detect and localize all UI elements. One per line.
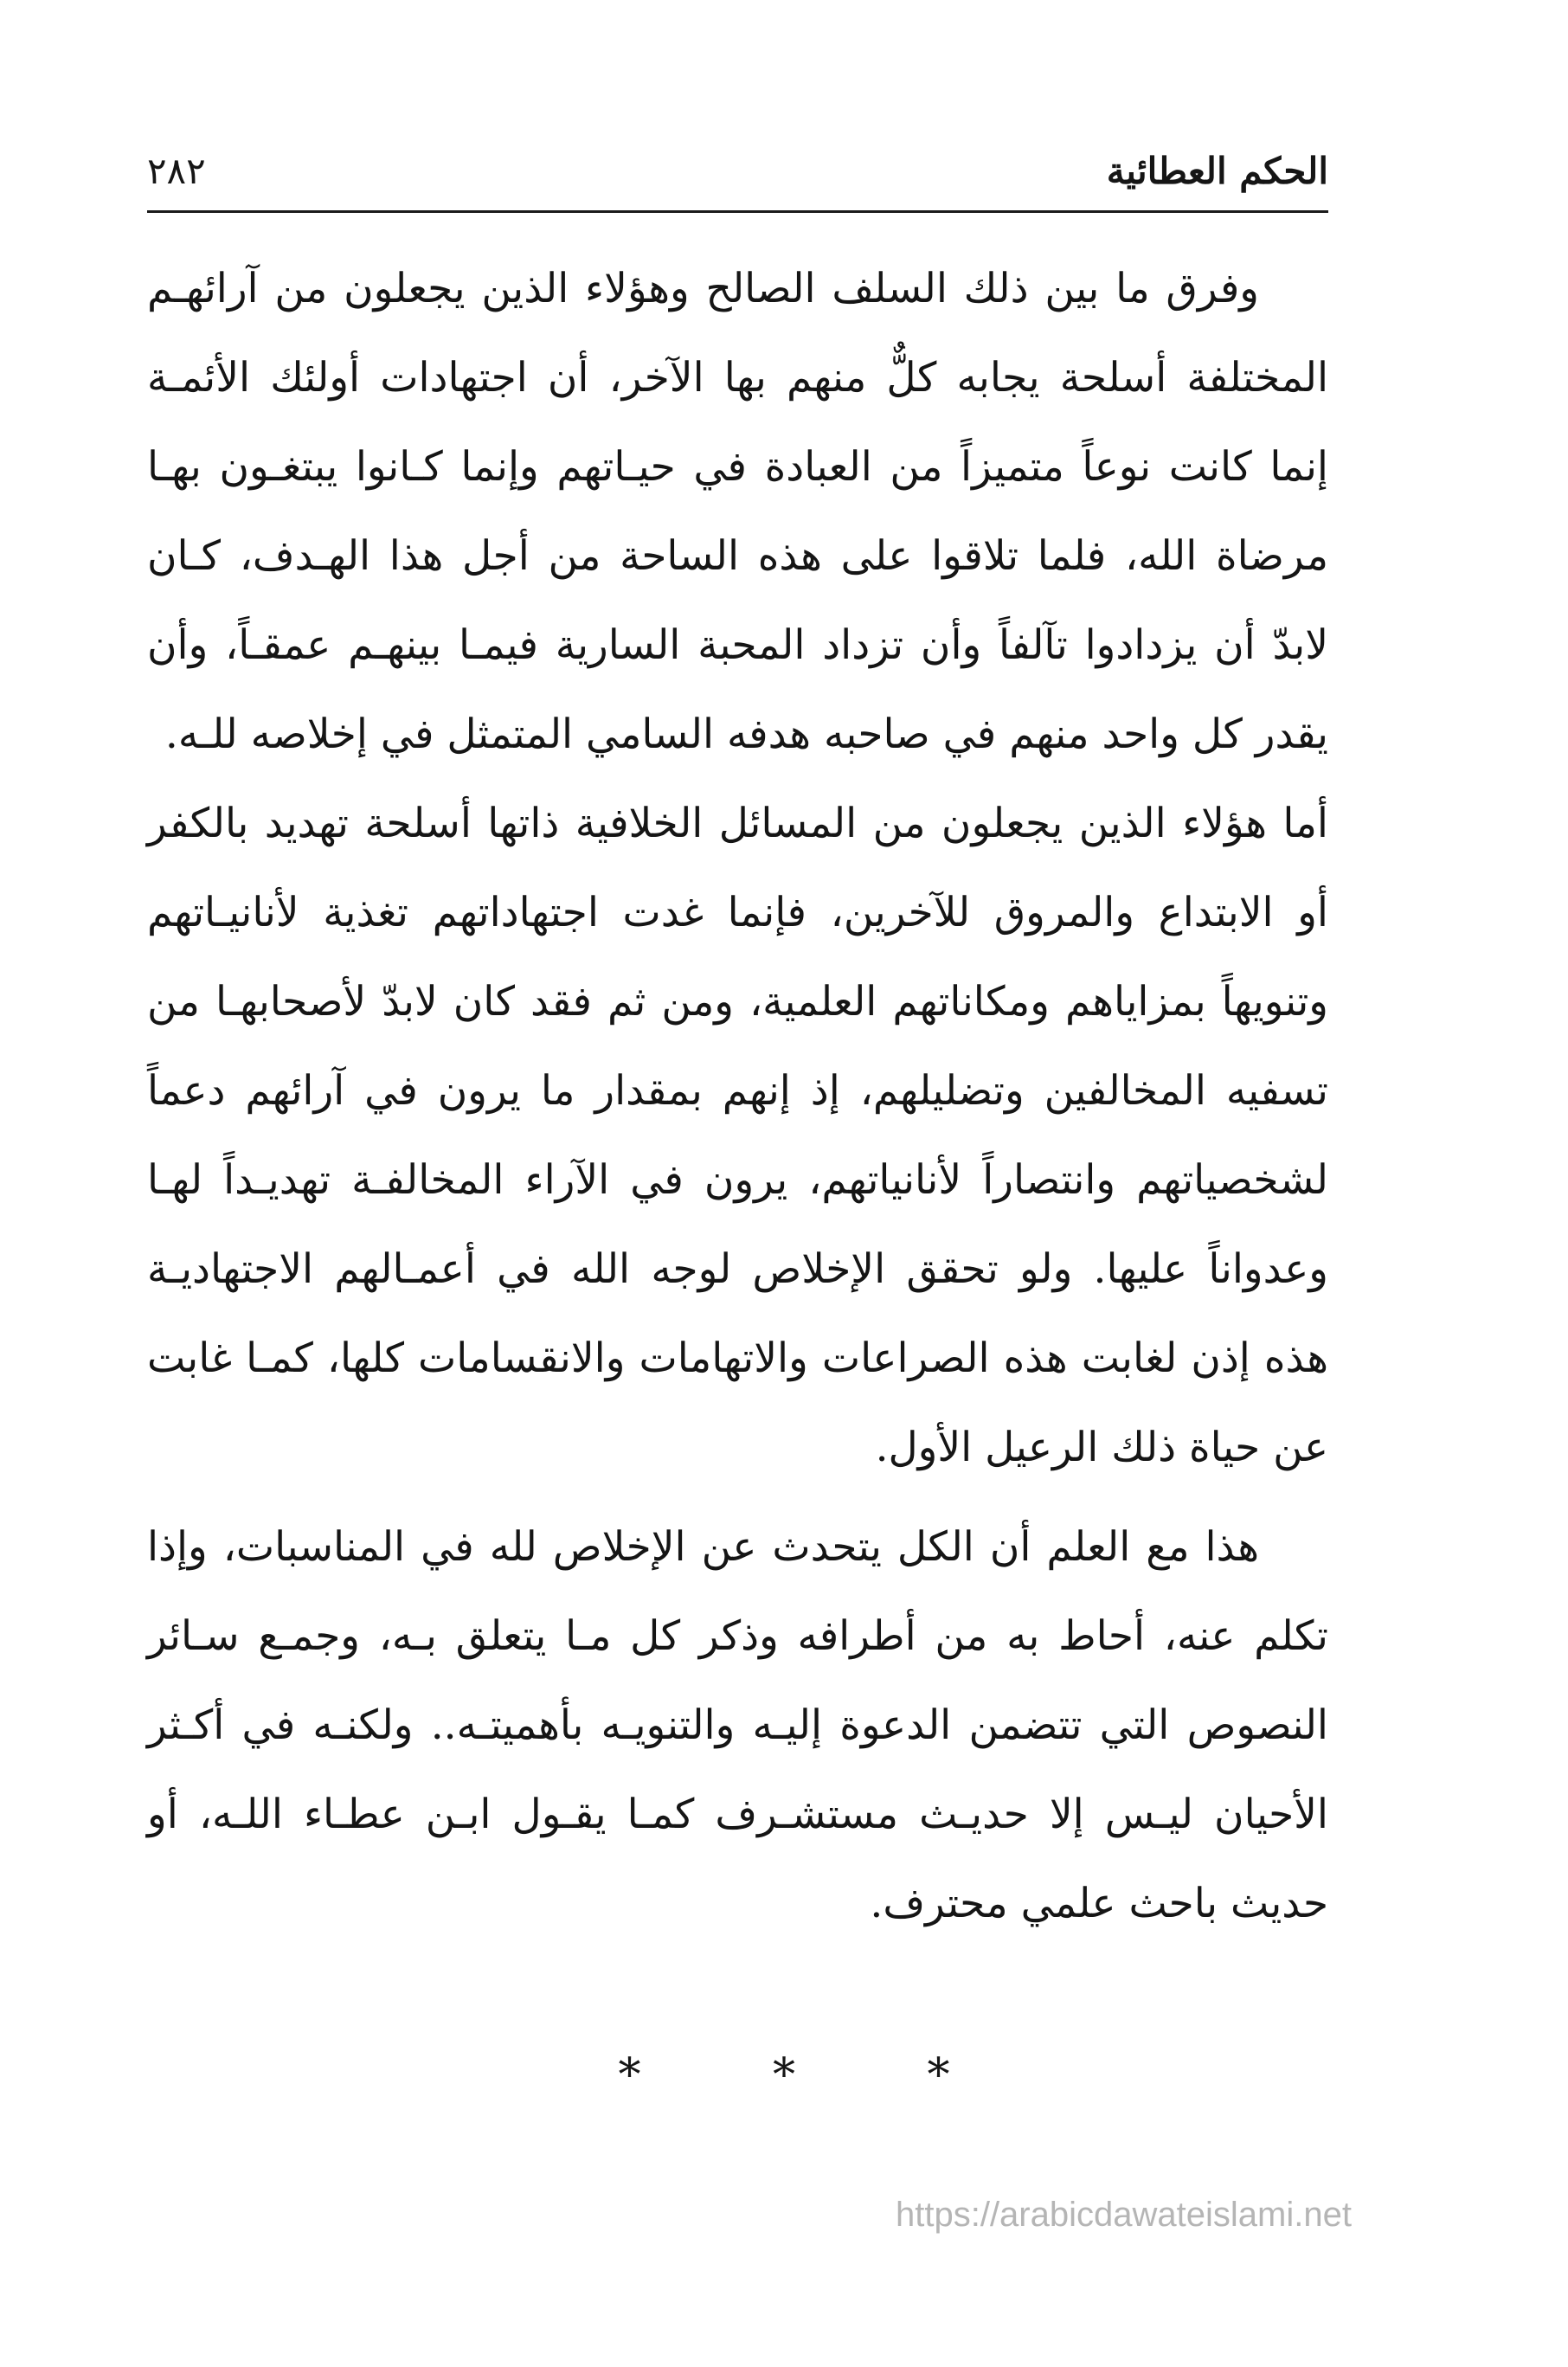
separator-asterisk: * bbox=[618, 2049, 641, 2101]
watermark-url: https://arabicdawateislami.net bbox=[896, 2196, 1352, 2234]
paragraph-3: هذا مع العلم أن الكل يتحدث عن الإخلاص لله في المناسبات، وإذا تكلم عنه، أحاط به من أطرافه وذكر كل مـا يتعلق بـه، وجمـع سـائر النصوص التي تتضمن الدعوة إليـه والتنويـه بأهميتـه.. ولكنـه في أكـثر الأحيان ليـس إلا حديـث مستشـرف كمـا يقـول ابـن عطـاء اللـه، أو حديث باحث علمي محترف. bbox=[147, 1523, 1328, 1927]
paragraph-2: أما هؤلاء الذين يجعلون من المسائل الخلافية ذاتها أسلحة تهديد بالكفر أو الابتداع والمروق للآخرين، فإنما غدت اجتهاداتهم تغذية لأنانيـاتهم وتنويهاً بمزاياهم ومكاناتهم العلمية، ومن ثم فقد كان لابدّ لأصحابهـا من تسفيه المخالفين وتضليلهم، إذ إنهم بمقدار ما يرون في آرائهم دعماً لشخصياتهم وانتصاراً لأنانياتهم، يرون في الآراء المخالفـة تهديـداً لهـا وعدواناً عليها. ولو تحقق الإخلاص لوجه الله في أعمـالهم الاجتهاديـة هذه إذن لغابت هذه الصراعات والاتهامات والانقسامات كلها، كمـا غابت عن حياة ذلك الرعيل الأول. bbox=[147, 800, 1328, 1471]
body-text bbox=[147, 244, 1328, 1948]
page-header bbox=[147, 145, 1328, 215]
separator-asterisk: * bbox=[773, 2049, 795, 2101]
paragraph-1: وفرق ما بين ذلك السلف الصالح وهؤلاء الذين يجعلون من آرائهـم المختلفة أسلحة يجابه كلٌّ منهم بها الآخر، أن اجتهادات أولئك الأئمـة إنما كانت نوعاً متميزاً من العبادة في حيـاتهم وإنما كـانوا يبتغـون بهـا مرضاة الله، فلما تلاقوا على هذه الساحة من أجل هذا الهـدف، كـان لابدّ أن يزدادوا تآلفاً وأن تزداد المحبة السارية فيمـا بينهـم عمقـاً، وأن يقدر كل واحد منهم في صاحبه هدفه السامي المتمثل في إخلاصه للـه. bbox=[147, 265, 1329, 758]
running-title: الحكم العطائية bbox=[1106, 150, 1328, 192]
separator-asterisk: * bbox=[927, 2049, 950, 2101]
header-rule bbox=[147, 210, 1328, 213]
section-separator bbox=[0, 2049, 1568, 2101]
page-number: ٢٨٢ bbox=[147, 150, 206, 192]
